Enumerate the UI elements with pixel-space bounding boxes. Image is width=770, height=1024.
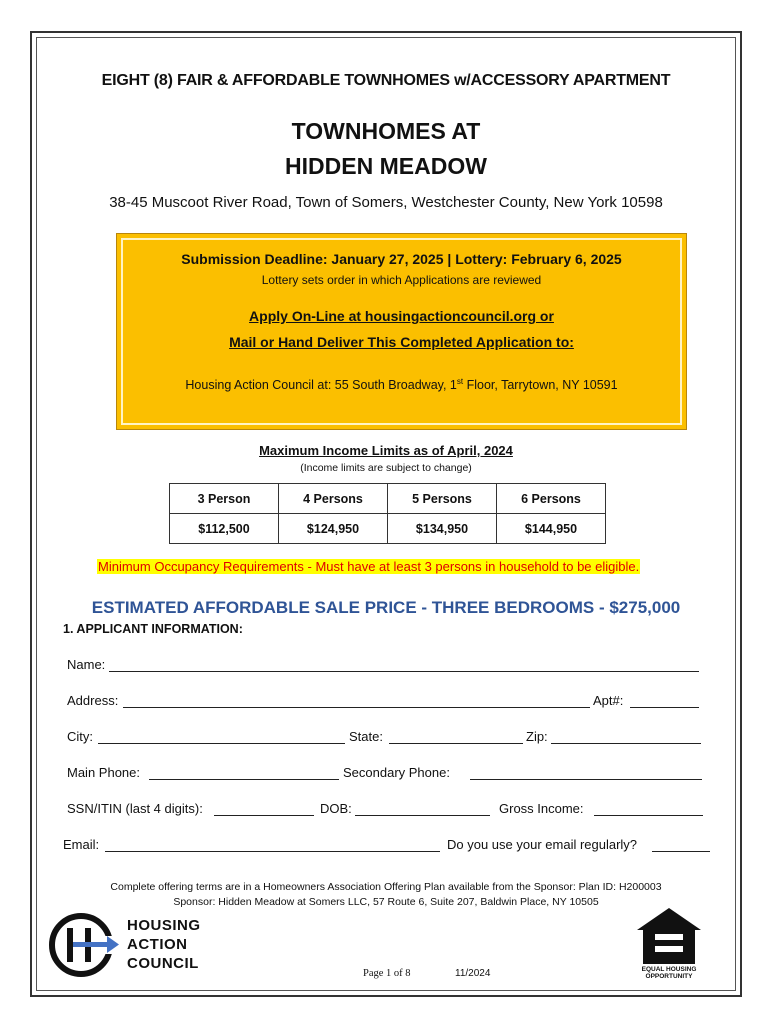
hac-address-end: Floor, Tarrytown, NY 10591 [463,378,618,393]
state-field[interactable] [389,743,523,744]
hac-logo-line-3: COUNCIL [127,955,199,972]
city-label: City: [67,729,93,744]
apt-label: Apt#: [593,693,624,708]
secondary-phone-label: Secondary Phone: [343,765,450,780]
submission-deadline: Submission Deadline: January 27, 2025 | Lottery: February 6, 2025 [181,251,622,267]
table-header-cell: 4 Persons [279,484,388,514]
email-label: Email: [63,837,100,852]
mail-deliver-text: Mail or Hand Deliver This Completed Application to: [229,334,574,350]
address-label: Address: [67,693,119,708]
table-header-cell: 3 Person [170,484,279,514]
ssn-field[interactable] [214,815,314,816]
eho-line-2: OPPORTUNITY [645,973,693,980]
ssn-label: SSN/ITIN (last 4 digits): [67,801,203,816]
lottery-note: Lottery sets order in which Applications are reviewed [261,273,542,287]
hac-logo-line-2: ACTION [127,936,188,953]
min-occupancy-warning: Minimum Occupancy Requirements - Must have at least 3 persons in household to be eligible. [98,559,640,574]
income-limits-subtitle: (Income limits are subject to change) [300,462,472,474]
email-field[interactable] [105,851,440,852]
title-line-2: HIDDEN MEADOW [285,153,487,179]
page-outer-border [30,31,742,997]
sponsor-text: Sponsor: Hidden Meadow at Somers LLC, 57 Route 6, Suite 207, Baldwin Place, NY 10505 [173,896,599,908]
zip-label: Zip: [526,729,548,744]
email-question-label: Do you use your email regularly? [447,837,638,852]
gross-income-label: Gross Income: [499,801,584,816]
address-field[interactable] [123,707,590,708]
title-line-1: TOWNHOMES AT [291,118,481,144]
dob-label: DOB: [320,801,352,816]
apply-online-text: Apply On-Line at housingactioncouncil.org or [249,308,554,324]
hac-logo-line-1: HOUSING [127,917,201,934]
deadline-box [116,233,687,430]
page-number: Page 1 of 8 [363,968,411,979]
offering-terms-text: Complete offering terms are in a Homeowners Association Offering Plan available from the Sponsor: Plan ID: H200003 [110,881,662,893]
email-question-field[interactable] [652,851,710,852]
table-cell: $112,500 [170,514,279,544]
hac-logo [47,910,247,980]
apt-field[interactable] [630,707,699,708]
headline: EIGHT (8) FAIR & AFFORDABLE TOWNHOMES w/ACCESSORY APARTMENT [101,72,671,89]
main-phone-label: Main Phone: [67,765,140,780]
equal-housing-logo [633,906,705,984]
eho-line-1: EQUAL HOUSING [641,966,697,973]
city-field[interactable] [98,743,345,744]
main-phone-field[interactable] [149,779,339,780]
table-cell: $124,950 [279,514,388,544]
property-address: 38-45 Muscoot River Road, Town of Somers, Westchester County, New York 10598 [109,194,663,211]
page-inner-border [36,37,736,991]
name-field[interactable] [109,671,699,672]
sale-price-heading: ESTIMATED AFFORDABLE SALE PRICE - THREE BEDROOMS - $275,000 [91,598,681,617]
name-label: Name: [67,657,106,672]
gross-income-field[interactable] [594,815,703,816]
page-title [37,114,735,184]
table-row [170,514,606,544]
table-header-cell: 5 Persons [388,484,497,514]
hac-logo-icon [47,910,125,980]
document-date: 11/2024 [455,968,491,979]
table-cell: $134,950 [388,514,497,544]
income-limits-title: Maximum Income Limits as of April, 2024 [259,443,513,458]
zip-field[interactable] [551,743,701,744]
table-row [170,484,606,514]
section-title: 1. APPLICANT INFORMATION: [63,622,243,636]
hac-address-main: Housing Action Council at: 55 South Broadway, 1 [185,378,457,393]
income-limits-table [169,483,606,544]
table-cell: $144,950 [497,514,606,544]
hac-address [117,377,686,392]
state-label: State: [349,729,383,744]
hac-address-sup: st [456,377,464,386]
secondary-phone-field[interactable] [470,779,702,780]
dob-field[interactable] [355,815,490,816]
equal-housing-icon [633,906,705,966]
table-header-cell: 6 Persons [497,484,606,514]
